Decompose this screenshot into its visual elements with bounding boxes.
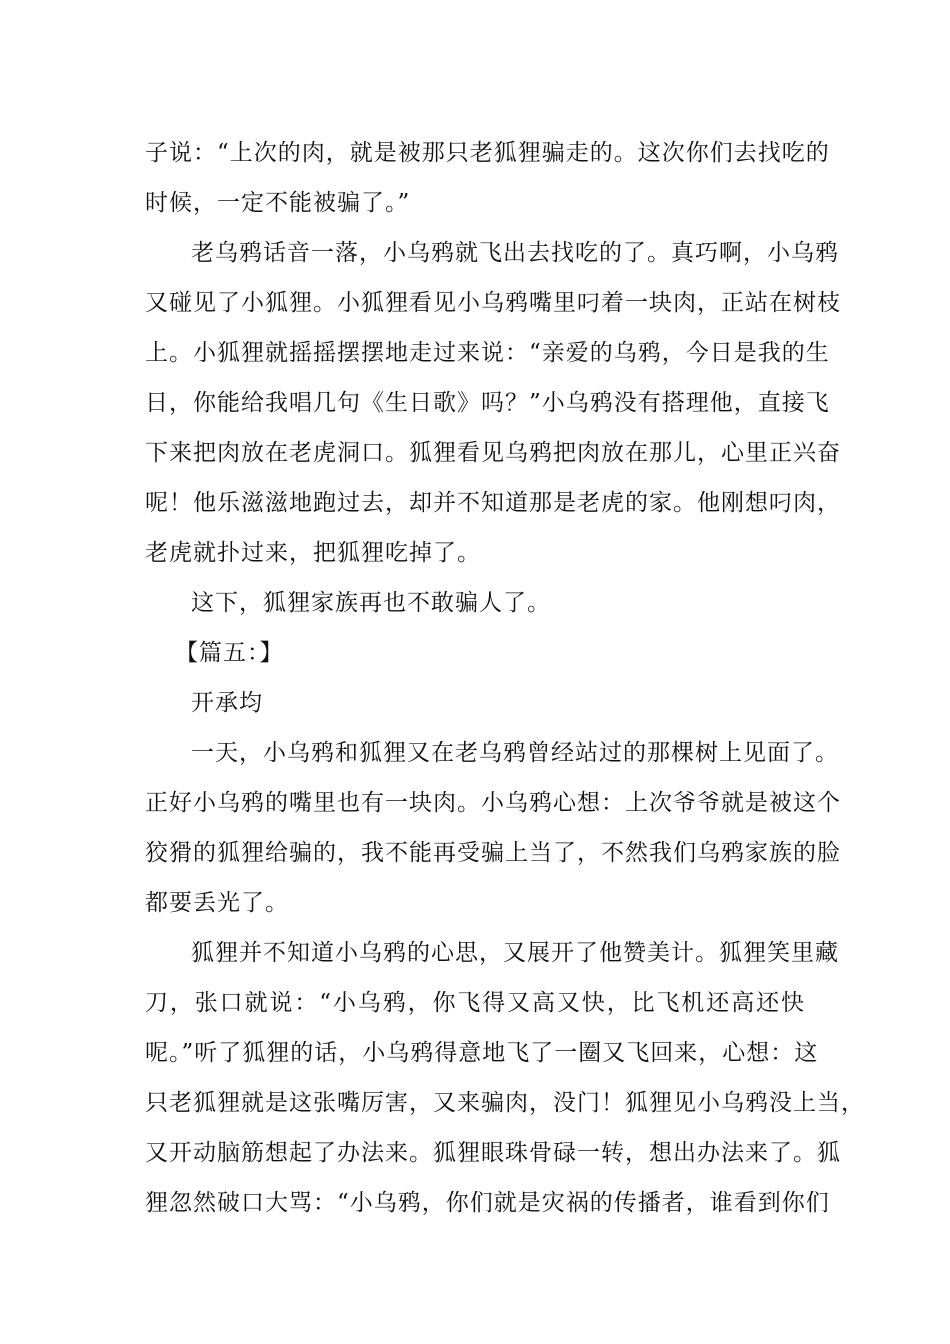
text-line: 老虎就扑过来，把狐狸吃掉了。 (145, 540, 481, 566)
text-line: 这下，狐狸家族再也不敢骗人了。 (191, 590, 551, 616)
paragraph-5 (145, 928, 865, 1228)
text-line: 下来把肉放在老虎洞口。狐狸看见乌鸦把肉放在那儿，心里正兴奋 (145, 440, 841, 466)
section-heading (145, 628, 805, 678)
paragraph-3 (145, 578, 805, 628)
text-line: 老乌鸦话音一落，小乌鸦就飞出去找吃的了。真巧啊，小乌鸦 (191, 240, 839, 266)
text-line: 日，你能给我唱几句《生日歌》吗？”小乌鸦没有搭理他，直接飞 (145, 390, 830, 416)
text-line: 又开动脑筋想起了办法来。狐狸眼珠骨碌一转，想出办法来了。狐 (145, 1140, 841, 1166)
paragraph-1 (145, 128, 830, 228)
text-line: 上。小狐狸就摇摇摆摆地走过来说：“亲爱的乌鸦，今日是我的生 (145, 340, 830, 366)
paragraph-2 (145, 228, 841, 578)
section-title: 【篇五：】 (175, 640, 284, 666)
text-line: 子说：“上次的肉，就是被那只老狐狸骗走的。这次你们去找吃的 (145, 140, 830, 166)
text-line: 正好小乌鸦的嘴里也有一块肉。小乌鸦心想：上次爷爷就是被这个 (145, 790, 841, 816)
text-line: 呢！他乐滋滋地跑过去，却并不知道那是老虎的家。他刚想叼肉， (145, 490, 841, 516)
author-name: 开承均 (191, 690, 263, 716)
text-line: 时候，一定不能被骗了。” (145, 190, 411, 216)
text-line: 狸忽然破口大骂：“小乌鸦，你们就是灾祸的传播者，谁看到你们 (145, 1190, 830, 1216)
text-line: 狐狸并不知道小乌鸦的心思，又展开了他赞美计。狐狸笑里藏 (191, 940, 839, 966)
text-line: 狡猾的狐狸给骗的，我不能再受骗上当了，不然我们乌鸦家族的脸 (145, 840, 841, 866)
text-line: 刀，张口就说：“小乌鸦，你飞得又高又快，比飞机还高还快 (145, 990, 805, 1016)
text-line: 又碰见了小狐狸。小狐狸看见小乌鸦嘴里叼着一块肉，正站在树枝 (145, 290, 841, 316)
text-line: 只老狐狸就是这张嘴厉害，又来骗肉，没门！狐狸见小乌鸦没上当， (145, 1090, 865, 1116)
text-line: 一天，小乌鸦和狐狸又在老乌鸦曾经站过的那棵树上见面了。 (191, 740, 839, 766)
document-body (145, 128, 865, 1228)
text-line: 都要丢光了。 (145, 890, 289, 916)
paragraph-4 (145, 728, 841, 928)
text-line: 呢。”听了狐狸的话，小乌鸦得意地飞了一圈又飞回来，心想：这 (145, 1040, 819, 1066)
author-line (145, 678, 805, 728)
